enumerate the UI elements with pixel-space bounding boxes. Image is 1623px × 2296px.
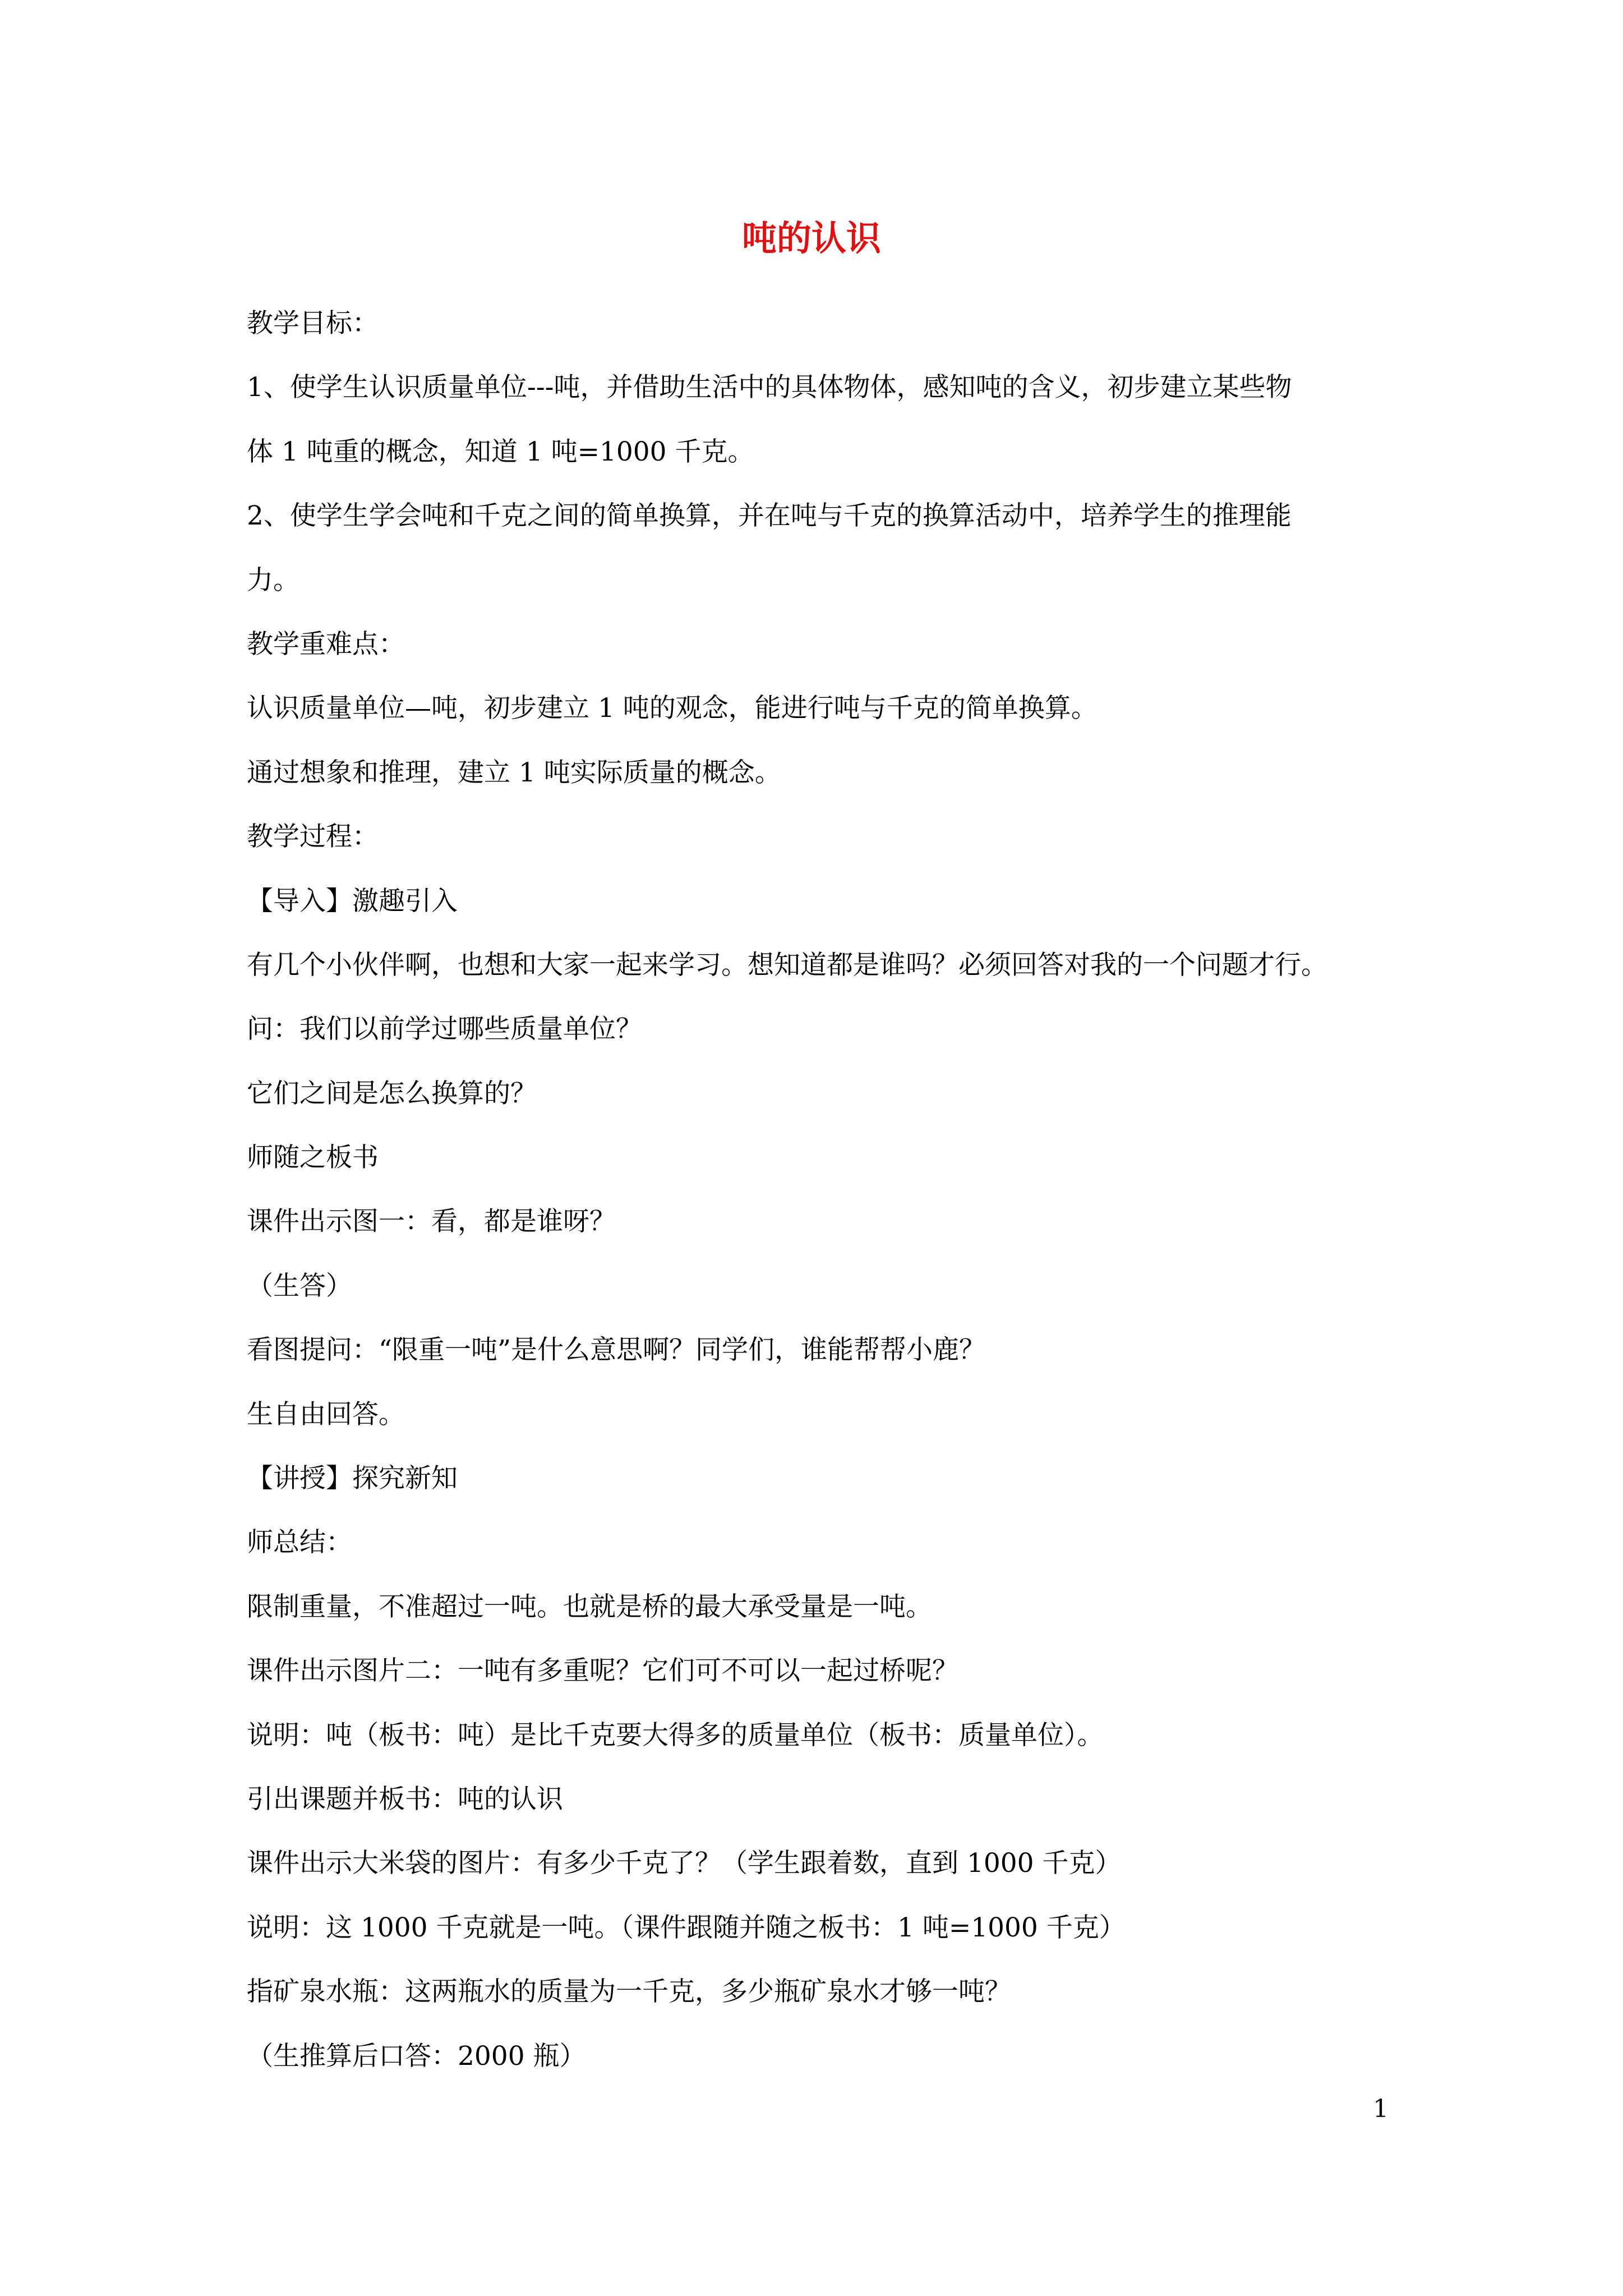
paragraph-line: 体 1 吨重的概念，知道 1 吨=1000 千克。 [247,436,754,467]
paragraph-line: 认识质量单位—吨，初步建立 1 吨的观念，能进行吨与千克的简单换算。 [247,693,1098,724]
section-heading-key-points: 教学重难点： [247,628,405,660]
section-heading-process: 教学过程： [247,821,379,853]
paragraph-line: 课件出示图片二：一吨有多重呢？它们可不可以一起过桥呢？ [247,1655,958,1687]
paragraph-line: 力。 [247,564,299,596]
paragraph-line: 指矿泉水瓶：这两瓶水的质量为一千克，多少瓶矿泉水才够一吨？ [247,1976,1011,2008]
paragraph-line: 限制重量，不准超过一吨。也就是桥的最大承受量是一吨。 [247,1591,932,1622]
subsection-heading-intro: 【导入】激趣引入 [247,885,458,917]
paragraph-line: 师总结： [247,1527,352,1558]
paragraph-line: 师随之板书 [247,1142,379,1174]
subsection-heading-teaching: 【讲授】探究新知 [247,1463,458,1494]
paragraph-line: 说明：这 1000 千克就是一吨。（课件跟随并随之板书：1 吨=1000 千克） [247,1912,1126,1943]
paragraph-line: 课件出示图一：看，都是谁呀？ [247,1206,616,1237]
paragraph-line: 它们之间是怎么换算的？ [247,1078,537,1109]
paragraph-line: （生推算后口答：2000 瓶） [247,2040,586,2072]
paragraph-line: 引出课题并板书：吨的认识 [247,1783,563,1815]
paragraph-line: 1、使学生认识质量单位---吨，并借助生活中的具体物体，感知吨的含义，初步建立某些物 [247,372,1292,403]
page-title: 吨的认识 [741,218,881,259]
paragraph-line: 课件出示大米袋的图片：有多少千克了？（学生跟着数，直到 1000 千克） [247,1848,1122,1879]
page-number: 1 [1373,2095,1389,2123]
paragraph-line: 通过想象和推理，建立 1 吨实际质量的概念。 [247,757,781,788]
paragraph-line: 说明：吨（板书：吨）是比千克要大得多的质量单位（板书：质量单位）。 [247,1719,1104,1751]
paragraph-line: 2、使学生学会吨和千克之间的简单换算，并在吨与千克的换算活动中，培养学生的推理能 [247,500,1292,532]
paragraph-line: 有几个小伙伴啊，也想和大家一起来学习。想知道都是谁吗？必须回答对我的一个问题才行。 [247,949,1327,981]
paragraph-line: （生答） [247,1270,352,1301]
paragraph-line: 问：我们以前学过哪些质量单位？ [247,1014,642,1045]
paragraph-line: 看图提问：“限重一吨”是什么意思啊？同学们，谁能帮帮小鹿？ [247,1335,986,1366]
document-body [247,292,1391,2088]
section-heading-objectives: 教学目标： [247,308,379,339]
paragraph-line: 生自由回答。 [247,1398,405,1430]
